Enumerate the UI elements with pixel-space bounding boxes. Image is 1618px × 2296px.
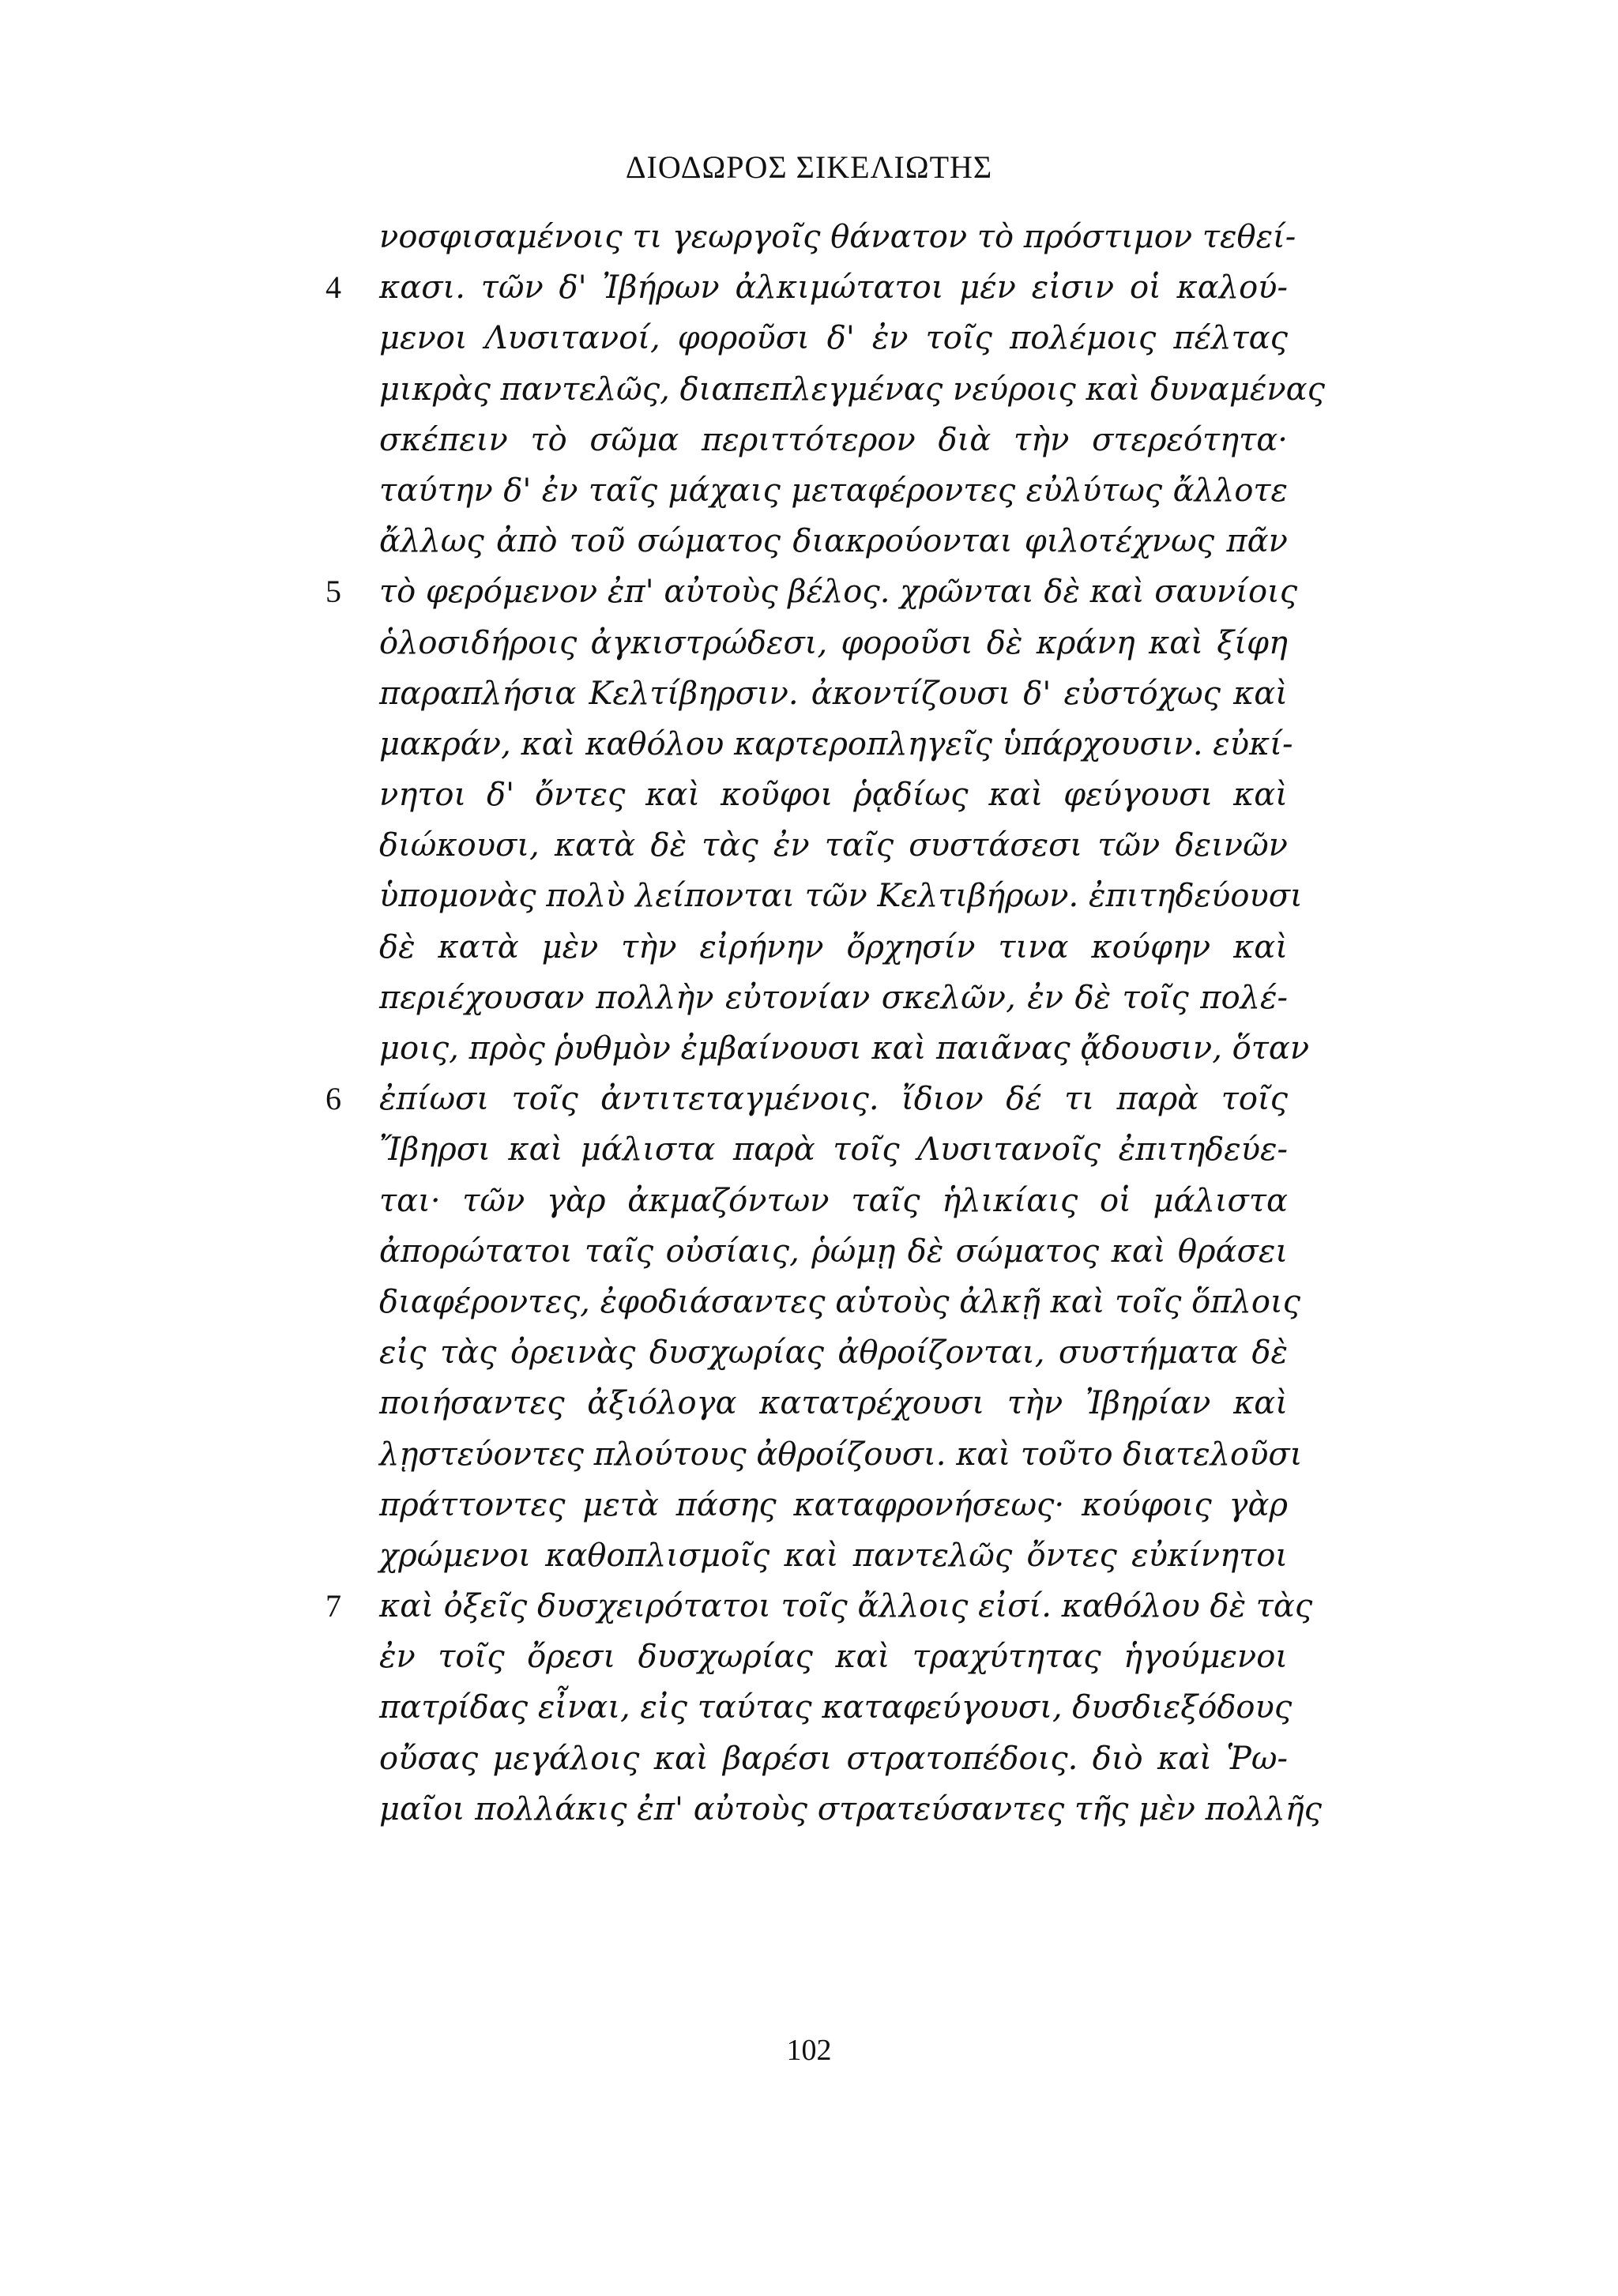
- text-line: [0, 973, 1618, 1023]
- line-text: μοις, πρὸς ῥυθμὸν ἐμβαίνουσι καὶ παιᾶνας ᾄδουσιν, ὅταν: [379, 1030, 1310, 1067]
- text-line: [0, 1277, 1618, 1327]
- text-line: [0, 566, 1618, 617]
- text-line: [0, 1176, 1618, 1226]
- text-line: [0, 1378, 1618, 1428]
- line-text: περιέχουσαν πολλὴν εὐτονίαν σκελῶν, ἐν δὲ τοῖς πολέ-: [379, 979, 1288, 1016]
- line-text: διαφέροντες, ἐφοδιάσαντες αὑτοὺς ἀλκῇ καὶ τοῖς ὅπλοις: [379, 1283, 1301, 1320]
- section-number: 6: [325, 1081, 341, 1117]
- text-line: [0, 770, 1618, 820]
- line-text: ἄλλως ἀπὸ τοῦ σώματος διακρούονται φιλοτέχνως πᾶν: [379, 523, 1288, 560]
- text-line: [0, 922, 1618, 973]
- line-text: ταύτην δ' ἐν ταῖς μάχαις μεταφέροντες εὐλύτως ἄλλοτε: [379, 472, 1288, 509]
- text-line: [0, 871, 1618, 921]
- running-head: ΔΙΟΔΩΡΟΣ ΣΙΚΕΛΙΩΤΗΣ: [625, 149, 993, 185]
- line-text: δὲ κατὰ μὲν τὴν εἰρήνην ὄρχησίν τινα κούφην καὶ: [379, 928, 1288, 965]
- text-line: [0, 1074, 1618, 1124]
- line-text: μακράν, καὶ καθόλου καρτεροπληγεῖς ὑπάρχουσιν. εὐκί-: [379, 725, 1293, 762]
- text-line: [0, 618, 1618, 668]
- text-line: [0, 1682, 1618, 1733]
- line-text: κασι. τῶν δ' Ἰβήρων ἀλκιμώτατοι μέν εἰσιν οἱ καλού-: [379, 269, 1288, 307]
- text-line: [0, 1784, 1618, 1835]
- text-line: [0, 313, 1618, 363]
- line-text: ὁλοσιδήροις ἀγκιστρώδεσι, φοροῦσι δὲ κράνη καὶ ξίφη: [379, 624, 1288, 661]
- text-line: [0, 668, 1618, 719]
- line-text: ἀπορώτατοι ταῖς οὐσίαις, ῥώμῃ δὲ σώματος καὶ θράσει: [379, 1233, 1288, 1270]
- text-line: [0, 465, 1618, 516]
- text-line: [0, 262, 1618, 313]
- line-text: λῃστεύοντες πλούτους ἀθροίζουσι. καὶ τοῦτο διατελοῦσι: [379, 1436, 1303, 1473]
- text-line: [0, 1327, 1618, 1378]
- text-line: [0, 212, 1618, 262]
- line-text: ἐν τοῖς ὄρεσι δυσχωρίας καὶ τραχύτητας ἡγούμενοι: [379, 1639, 1288, 1676]
- section-number: 4: [325, 269, 341, 306]
- line-text: εἰς τὰς ὀρεινὰς δυσχωρίας ἀθροίζονται, συστήματα δὲ: [379, 1334, 1288, 1372]
- line-text: ἐπίωσι τοῖς ἀντιτεταγμένοις. ἴδιον δέ τι παρὰ τοῖς: [379, 1081, 1288, 1118]
- text-line: [0, 1023, 1618, 1074]
- line-text: διώκουσι, κατὰ δὲ τὰς ἐν ταῖς συστάσεσι τῶν δεινῶν: [379, 827, 1288, 864]
- text-line: [0, 516, 1618, 566]
- text-line: [0, 1480, 1618, 1530]
- line-text: μικρὰς παντελῶς, διαπεπλεγμένας νεύροις καὶ δυναμένας: [379, 371, 1326, 408]
- text-line: [0, 820, 1618, 871]
- text-block: [0, 212, 1618, 1835]
- line-text: νοσφισαμένοις τι γεωργοῖς θάνατον τὸ πρόστιμον τεθεί-: [379, 219, 1296, 255]
- line-text: παραπλήσια Κελτίβηρσιν. ἀκοντίζουσι δ' εὐστόχως καὶ: [379, 675, 1288, 712]
- line-text: μενοι Λυσιτανοί, φοροῦσι δ' ἐν τοῖς πολέμοις πέλτας: [379, 320, 1288, 357]
- line-text: Ἴβηρσι καὶ μάλιστα παρὰ τοῖς Λυσιτανοῖς ἐπιτηδεύε-: [379, 1131, 1288, 1169]
- text-line: [0, 1581, 1618, 1632]
- line-text: πατρίδας εἶναι, εἰς ταύτας καταφεύγουσι, δυσδιεξόδους: [379, 1689, 1293, 1726]
- text-line: [0, 1530, 1618, 1581]
- page-number: 102: [786, 2034, 832, 2067]
- section-number: 5: [325, 574, 341, 610]
- line-text: χρώμενοι καθοπλισμοῖς καὶ παντελῶς ὄντες εὐκίνητοι: [379, 1537, 1288, 1574]
- text-line: [0, 364, 1618, 415]
- line-text: μαῖοι πολλάκις ἐπ' αὐτοὺς στρατεύσαντες τῆς μὲν πολλῆς: [379, 1790, 1323, 1827]
- text-line: [0, 415, 1618, 465]
- text-line: [0, 1632, 1618, 1682]
- line-text: ποιήσαντες ἀξιόλογα κατατρέχουσι τὴν Ἰβηρίαν καὶ: [379, 1385, 1288, 1422]
- line-text: ται· τῶν γὰρ ἀκμαζόντων ταῖς ἡλικίαις οἱ μάλιστα: [379, 1182, 1288, 1219]
- text-line: [0, 719, 1618, 770]
- text-line: [0, 1124, 1618, 1175]
- line-text: νητοι δ' ὄντες καὶ κοῦφοι ῥᾳδίως καὶ φεύγουσι καὶ: [379, 777, 1288, 814]
- text-line: [0, 1733, 1618, 1784]
- line-text: ὑπομονὰς πολὺ λείπονται τῶν Κελτιβήρων. ἐπιτηδεύουσι: [379, 878, 1303, 915]
- section-number: 7: [325, 1588, 341, 1624]
- line-text: τὸ φερόμενον ἐπ' αὐτοὺς βέλος. χρῶνται δὲ καὶ σαυνίοις: [379, 574, 1298, 611]
- line-text: πράττοντες μετὰ πάσης καταφρονήσεως· κούφοις γὰρ: [379, 1486, 1288, 1523]
- line-text: σκέπειν τὸ σῶμα περιττότερον διὰ τὴν στερεότητα·: [379, 421, 1288, 458]
- text-line: [0, 1226, 1618, 1277]
- line-text: οὔσας μεγάλοις καὶ βαρέσι στρατοπέδοις. διὸ καὶ Ῥω-: [379, 1740, 1288, 1777]
- line-text: καὶ ὀξεῖς δυσχειρότατοι τοῖς ἄλλοις εἰσί. καθόλου δὲ τὰς: [379, 1588, 1313, 1625]
- text-line: [0, 1429, 1618, 1480]
